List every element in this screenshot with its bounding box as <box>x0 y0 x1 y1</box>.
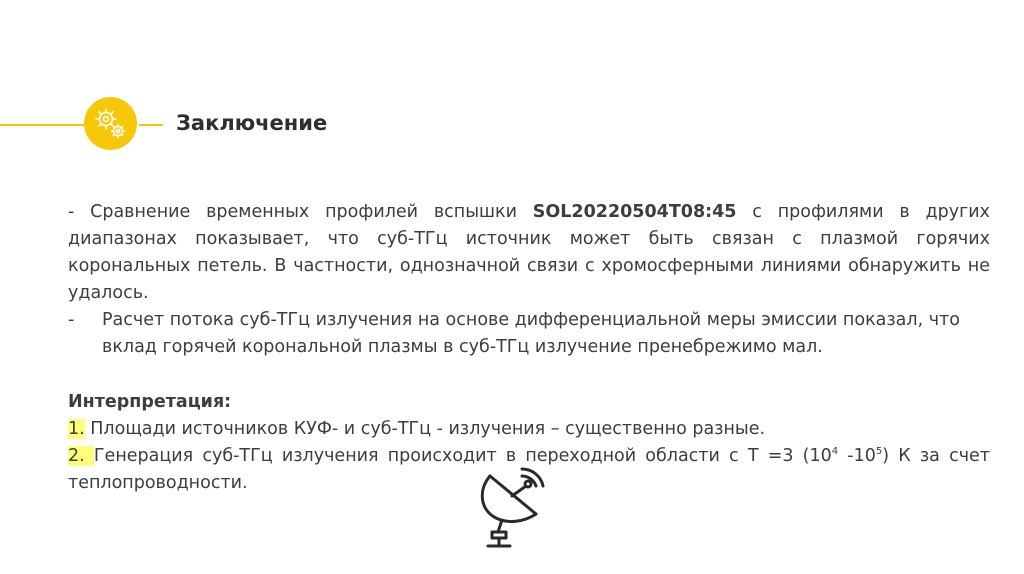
item-2-text-b: ) К за счет <box>882 446 990 466</box>
item-2-exponent-1: 4 <box>831 446 839 458</box>
item-1-text: Площади источников КУФ- и суб-ТГц - излучения – существенно разные. <box>84 419 766 439</box>
summary-text-end: с профилями в других диапазонах показывает, что суб-ТГц источник может быть связан с плазмой горячих корональных петель. В частности, однозначной связи с хромосферными линиями обнаружить не удалось. <box>68 202 990 303</box>
item-2-text-mid: -10 <box>838 446 876 466</box>
header-rule-right <box>139 124 163 126</box>
flare-id: SOL20220504T08:45 <box>532 202 737 222</box>
slide-title: Заключение <box>176 111 328 135</box>
item-2-number: 2. <box>68 446 94 466</box>
gears-icon <box>84 97 137 150</box>
interpretation-item-1 <box>68 416 990 443</box>
bullet-item <box>68 307 990 361</box>
interpretation-heading: Интерпретация: <box>68 392 232 412</box>
bullet-text: Расчет потока суб-ТГц излучения на основе дифференциальной меры эмиссии показал, что вклад горячей корональной плазмы в суб-ТГц излучение пренебрежимо мал. <box>102 310 960 357</box>
gears-badge <box>84 97 137 150</box>
slide-body <box>68 199 990 497</box>
summary-text-start: - Сравнение временных профилей вспышки <box>68 202 533 222</box>
summary-paragraph <box>68 199 990 307</box>
item-1-number: 1. <box>68 419 85 439</box>
item-2-text-a: Генерация суб-ТГц излучения происходит в переходной области с Т =3 (10 <box>93 446 832 466</box>
bullet-dash: - <box>68 310 75 330</box>
item-2-exponent-2: 5 <box>875 446 883 458</box>
header-rule-left <box>0 124 86 126</box>
interpretation-item-2-continuation: теплопроводности. <box>68 473 248 493</box>
satellite-dish-icon <box>466 466 546 550</box>
